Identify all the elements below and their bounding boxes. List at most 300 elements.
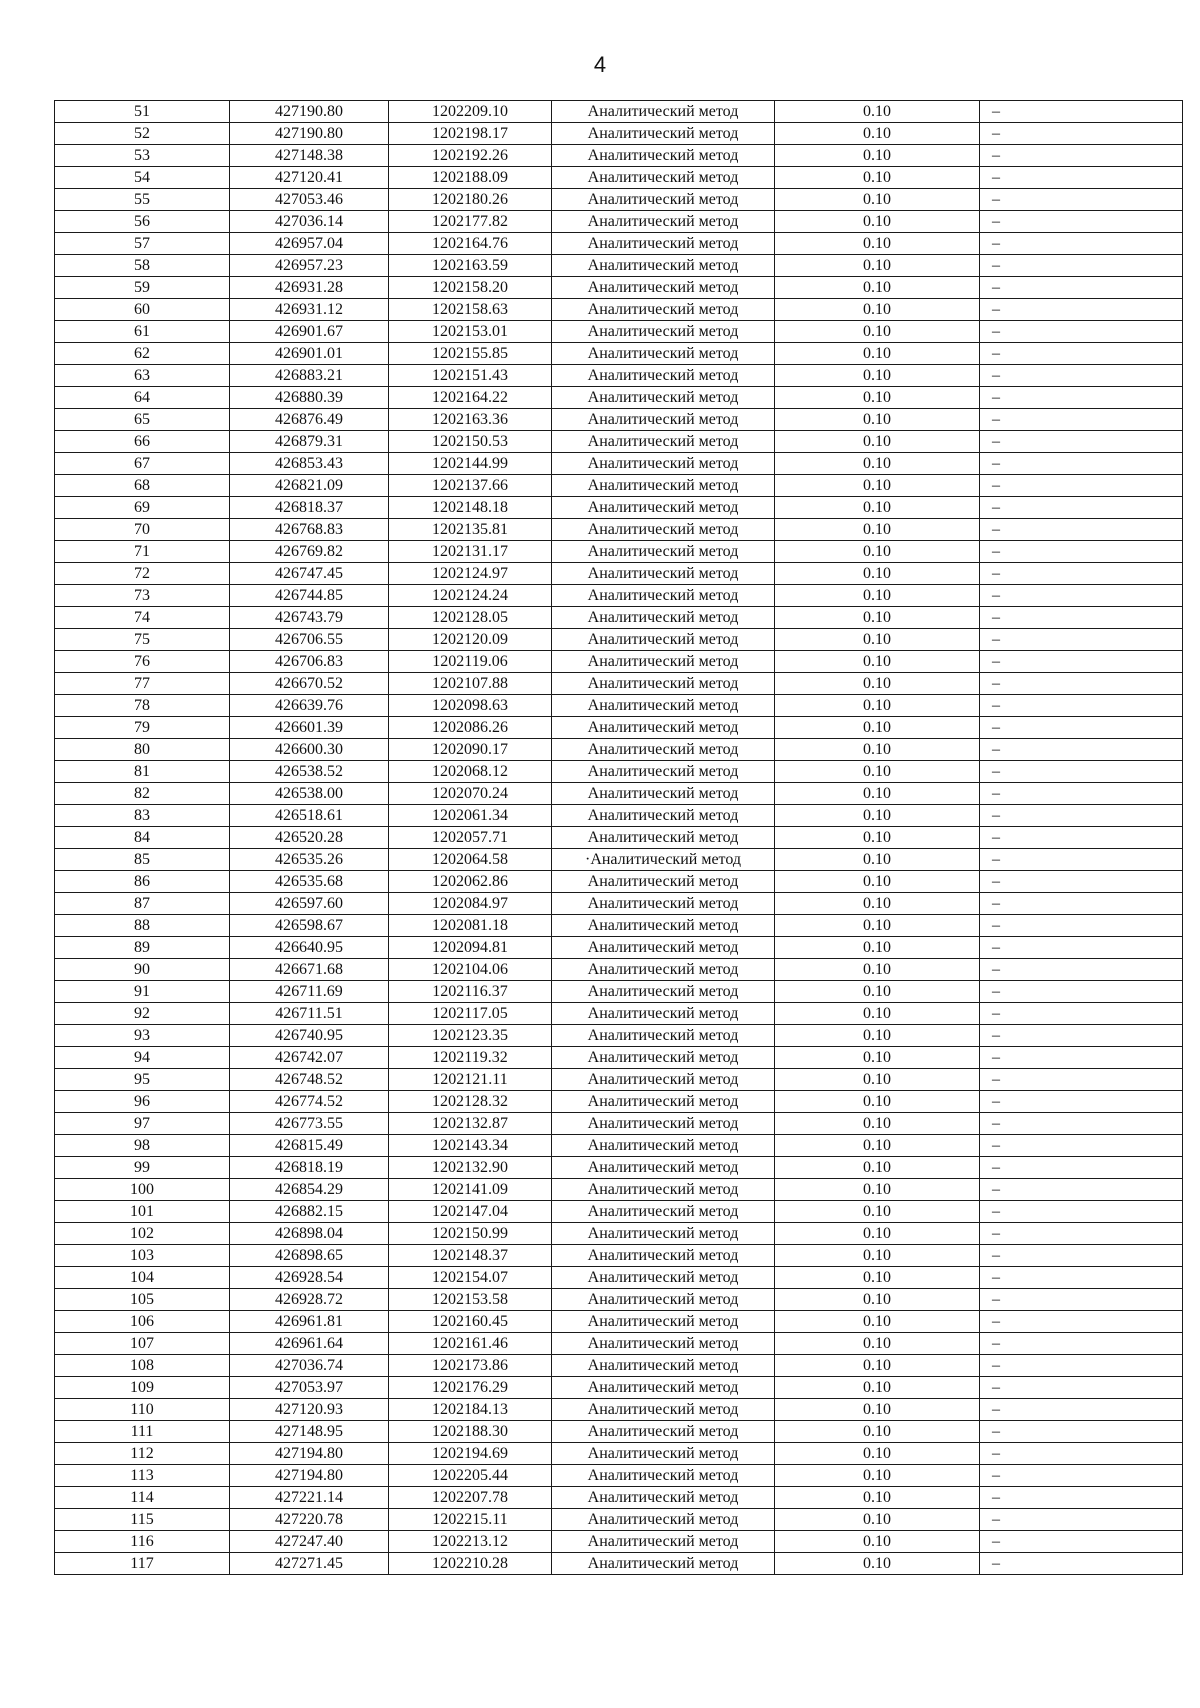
x-coordinate-cell: 426853.43: [230, 453, 389, 475]
accuracy-cell: 0.10: [775, 849, 980, 871]
y-coordinate-cell: 1202117.05: [389, 1003, 552, 1025]
y-coordinate-cell: 1202062.86: [389, 871, 552, 893]
method-cell: Аналитический метод: [552, 1311, 775, 1333]
accuracy-cell: 0.10: [775, 1069, 980, 1091]
note-cell: –: [980, 651, 1183, 673]
y-coordinate-cell: 1202150.53: [389, 431, 552, 453]
method-cell: Аналитический метод: [552, 1421, 775, 1443]
accuracy-cell: 0.10: [775, 1377, 980, 1399]
point-number-cell: 67: [55, 453, 230, 475]
point-number-cell: 95: [55, 1069, 230, 1091]
point-number-cell: 89: [55, 937, 230, 959]
y-coordinate-cell: 1202061.34: [389, 805, 552, 827]
x-coordinate-cell: 426538.52: [230, 761, 389, 783]
note-cell: –: [980, 629, 1183, 651]
y-coordinate-cell: 1202153.01: [389, 321, 552, 343]
y-coordinate-cell: 1202086.26: [389, 717, 552, 739]
x-coordinate-cell: 427148.95: [230, 1421, 389, 1443]
accuracy-cell: 0.10: [775, 277, 980, 299]
note-cell: –: [980, 1179, 1183, 1201]
table-row: [55, 805, 1183, 827]
table-row: [55, 1047, 1183, 1069]
x-coordinate-cell: 427053.97: [230, 1377, 389, 1399]
table-row: [55, 519, 1183, 541]
y-coordinate-cell: 1202151.43: [389, 365, 552, 387]
accuracy-cell: 0.10: [775, 453, 980, 475]
y-coordinate-cell: 1202070.24: [389, 783, 552, 805]
method-cell: Аналитический метод: [552, 1047, 775, 1069]
table-row: [55, 1377, 1183, 1399]
note-cell: –: [980, 101, 1183, 123]
method-cell: Аналитический метод: [552, 299, 775, 321]
point-number-cell: 111: [55, 1421, 230, 1443]
y-coordinate-cell: 1202119.32: [389, 1047, 552, 1069]
x-coordinate-cell: 426883.21: [230, 365, 389, 387]
y-coordinate-cell: 1202164.76: [389, 233, 552, 255]
table-row: [55, 299, 1183, 321]
y-coordinate-cell: 1202116.37: [389, 981, 552, 1003]
coordinates-table: [54, 100, 1183, 1575]
x-coordinate-cell: 426711.69: [230, 981, 389, 1003]
x-coordinate-cell: 427221.14: [230, 1487, 389, 1509]
table-row: [55, 1553, 1183, 1575]
note-cell: –: [980, 827, 1183, 849]
table-row: [55, 849, 1183, 871]
table-row: [55, 1333, 1183, 1355]
point-number-cell: 116: [55, 1531, 230, 1553]
x-coordinate-cell: 426640.95: [230, 937, 389, 959]
accuracy-cell: 0.10: [775, 365, 980, 387]
note-cell: –: [980, 145, 1183, 167]
note-cell: –: [980, 277, 1183, 299]
method-cell: Аналитический метод: [552, 519, 775, 541]
point-number-cell: 54: [55, 167, 230, 189]
accuracy-cell: 0.10: [775, 1399, 980, 1421]
y-coordinate-cell: 1202158.63: [389, 299, 552, 321]
table-row: [55, 541, 1183, 563]
point-number-cell: 106: [55, 1311, 230, 1333]
point-number-cell: 80: [55, 739, 230, 761]
note-cell: –: [980, 915, 1183, 937]
note-cell: –: [980, 211, 1183, 233]
y-coordinate-cell: 1202155.85: [389, 343, 552, 365]
x-coordinate-cell: 426601.39: [230, 717, 389, 739]
table-row: [55, 1443, 1183, 1465]
point-number-cell: 103: [55, 1245, 230, 1267]
point-number-cell: 96: [55, 1091, 230, 1113]
y-coordinate-cell: 1202210.28: [389, 1553, 552, 1575]
x-coordinate-cell: 426598.67: [230, 915, 389, 937]
accuracy-cell: 0.10: [775, 255, 980, 277]
point-number-cell: 55: [55, 189, 230, 211]
x-coordinate-cell: 426898.04: [230, 1223, 389, 1245]
point-number-cell: 94: [55, 1047, 230, 1069]
point-number-cell: 91: [55, 981, 230, 1003]
method-cell: Аналитический метод: [552, 1333, 775, 1355]
y-coordinate-cell: 1202141.09: [389, 1179, 552, 1201]
point-number-cell: 83: [55, 805, 230, 827]
table-row: [55, 497, 1183, 519]
accuracy-cell: 0.10: [775, 1003, 980, 1025]
method-cell: Аналитический метод: [552, 981, 775, 1003]
note-cell: –: [980, 123, 1183, 145]
accuracy-cell: 0.10: [775, 915, 980, 937]
method-cell: Аналитический метод: [552, 145, 775, 167]
x-coordinate-cell: 426818.37: [230, 497, 389, 519]
x-coordinate-cell: 427271.45: [230, 1553, 389, 1575]
note-cell: –: [980, 497, 1183, 519]
accuracy-cell: 0.10: [775, 475, 980, 497]
method-cell: Аналитический метод: [552, 1179, 775, 1201]
table-row: [55, 1465, 1183, 1487]
x-coordinate-cell: 426928.54: [230, 1267, 389, 1289]
method-cell: Аналитический метод: [552, 893, 775, 915]
method-cell: Аналитический метод: [552, 167, 775, 189]
y-coordinate-cell: 1202119.06: [389, 651, 552, 673]
method-cell: Аналитический метод: [552, 1531, 775, 1553]
note-cell: –: [980, 321, 1183, 343]
x-coordinate-cell: 426898.65: [230, 1245, 389, 1267]
method-cell: Аналитический метод: [552, 717, 775, 739]
x-coordinate-cell: 426882.15: [230, 1201, 389, 1223]
table-row: [55, 1487, 1183, 1509]
x-coordinate-cell: 427120.41: [230, 167, 389, 189]
point-number-cell: 56: [55, 211, 230, 233]
note-cell: –: [980, 365, 1183, 387]
y-coordinate-cell: 1202098.63: [389, 695, 552, 717]
y-coordinate-cell: 1202158.20: [389, 277, 552, 299]
method-cell: Аналитический метод: [552, 1245, 775, 1267]
method-cell: Аналитический метод: [552, 1465, 775, 1487]
table-row: [55, 1421, 1183, 1443]
y-coordinate-cell: 1202184.13: [389, 1399, 552, 1421]
accuracy-cell: 0.10: [775, 1025, 980, 1047]
note-cell: –: [980, 1377, 1183, 1399]
accuracy-cell: 0.10: [775, 629, 980, 651]
accuracy-cell: 0.10: [775, 937, 980, 959]
table-row: [55, 211, 1183, 233]
x-coordinate-cell: 426854.29: [230, 1179, 389, 1201]
accuracy-cell: 0.10: [775, 409, 980, 431]
x-coordinate-cell: 426768.83: [230, 519, 389, 541]
table-row: [55, 673, 1183, 695]
y-coordinate-cell: 1202084.97: [389, 893, 552, 915]
accuracy-cell: 0.10: [775, 1113, 980, 1135]
method-cell: Аналитический метод: [552, 1025, 775, 1047]
y-coordinate-cell: 1202094.81: [389, 937, 552, 959]
table-row: [55, 937, 1183, 959]
table-row: [55, 1355, 1183, 1377]
x-coordinate-cell: 426961.64: [230, 1333, 389, 1355]
note-cell: –: [980, 981, 1183, 1003]
accuracy-cell: 0.10: [775, 1311, 980, 1333]
note-cell: –: [980, 1025, 1183, 1047]
note-cell: –: [980, 1399, 1183, 1421]
note-cell: –: [980, 1003, 1183, 1025]
accuracy-cell: 0.10: [775, 211, 980, 233]
table-row: [55, 453, 1183, 475]
y-coordinate-cell: 1202198.17: [389, 123, 552, 145]
accuracy-cell: 0.10: [775, 717, 980, 739]
point-number-cell: 81: [55, 761, 230, 783]
method-cell: Аналитический метод: [552, 1201, 775, 1223]
method-cell: Аналитический метод: [552, 475, 775, 497]
y-coordinate-cell: 1202150.99: [389, 1223, 552, 1245]
x-coordinate-cell: 426818.19: [230, 1157, 389, 1179]
y-coordinate-cell: 1202163.59: [389, 255, 552, 277]
point-number-cell: 109: [55, 1377, 230, 1399]
x-coordinate-cell: 426711.51: [230, 1003, 389, 1025]
table-row: [55, 365, 1183, 387]
y-coordinate-cell: 1202164.22: [389, 387, 552, 409]
table-row: [55, 123, 1183, 145]
table-row: [55, 189, 1183, 211]
note-cell: –: [980, 167, 1183, 189]
y-coordinate-cell: 1202081.18: [389, 915, 552, 937]
accuracy-cell: 0.10: [775, 1289, 980, 1311]
note-cell: –: [980, 805, 1183, 827]
y-coordinate-cell: 1202188.30: [389, 1421, 552, 1443]
accuracy-cell: 0.10: [775, 167, 980, 189]
note-cell: –: [980, 1245, 1183, 1267]
method-cell: Аналитический метод: [552, 673, 775, 695]
table-row: [55, 981, 1183, 1003]
accuracy-cell: 0.10: [775, 123, 980, 145]
y-coordinate-cell: 1202132.87: [389, 1113, 552, 1135]
accuracy-cell: 0.10: [775, 1355, 980, 1377]
x-coordinate-cell: 427036.74: [230, 1355, 389, 1377]
x-coordinate-cell: 426670.52: [230, 673, 389, 695]
point-number-cell: 68: [55, 475, 230, 497]
method-cell: Аналитический метод: [552, 321, 775, 343]
point-number-cell: 87: [55, 893, 230, 915]
x-coordinate-cell: 426773.55: [230, 1113, 389, 1135]
accuracy-cell: 0.10: [775, 519, 980, 541]
note-cell: –: [980, 563, 1183, 585]
point-number-cell: 84: [55, 827, 230, 849]
point-number-cell: 60: [55, 299, 230, 321]
accuracy-cell: 0.10: [775, 299, 980, 321]
note-cell: –: [980, 519, 1183, 541]
point-number-cell: 78: [55, 695, 230, 717]
method-cell: Аналитический метод: [552, 1135, 775, 1157]
accuracy-cell: 0.10: [775, 959, 980, 981]
accuracy-cell: 0.10: [775, 1531, 980, 1553]
point-number-cell: 53: [55, 145, 230, 167]
y-coordinate-cell: 1202194.69: [389, 1443, 552, 1465]
note-cell: –: [980, 1047, 1183, 1069]
accuracy-cell: 0.10: [775, 189, 980, 211]
point-number-cell: 51: [55, 101, 230, 123]
method-cell: Аналитический метод: [552, 1113, 775, 1135]
method-cell: Аналитический метод: [552, 585, 775, 607]
note-cell: –: [980, 1311, 1183, 1333]
accuracy-cell: 0.10: [775, 1421, 980, 1443]
y-coordinate-cell: 1202107.88: [389, 673, 552, 695]
x-coordinate-cell: 426600.30: [230, 739, 389, 761]
accuracy-cell: 0.10: [775, 893, 980, 915]
x-coordinate-cell: 427247.40: [230, 1531, 389, 1553]
x-coordinate-cell: 427148.38: [230, 145, 389, 167]
point-number-cell: 98: [55, 1135, 230, 1157]
x-coordinate-cell: 427194.80: [230, 1443, 389, 1465]
x-coordinate-cell: 426957.23: [230, 255, 389, 277]
note-cell: –: [980, 431, 1183, 453]
method-cell: Аналитический метод: [552, 1003, 775, 1025]
x-coordinate-cell: 426961.81: [230, 1311, 389, 1333]
y-coordinate-cell: 1202215.11: [389, 1509, 552, 1531]
y-coordinate-cell: 1202154.07: [389, 1267, 552, 1289]
accuracy-cell: 0.10: [775, 1223, 980, 1245]
point-number-cell: 77: [55, 673, 230, 695]
y-coordinate-cell: 1202143.34: [389, 1135, 552, 1157]
note-cell: –: [980, 739, 1183, 761]
accuracy-cell: 0.10: [775, 651, 980, 673]
method-cell: Аналитический метод: [552, 1553, 775, 1575]
note-cell: –: [980, 475, 1183, 497]
method-cell: Аналитический метод: [552, 1377, 775, 1399]
note-cell: –: [980, 1201, 1183, 1223]
table-row: [55, 1223, 1183, 1245]
method-cell: Аналитический метод: [552, 211, 775, 233]
method-cell: Аналитический метод: [552, 783, 775, 805]
accuracy-cell: 0.10: [775, 871, 980, 893]
table-row: [55, 695, 1183, 717]
x-coordinate-cell: 426880.39: [230, 387, 389, 409]
table-row: [55, 761, 1183, 783]
note-cell: –: [980, 1553, 1183, 1575]
table-row: [55, 431, 1183, 453]
point-number-cell: 69: [55, 497, 230, 519]
accuracy-cell: 0.10: [775, 1465, 980, 1487]
point-number-cell: 79: [55, 717, 230, 739]
table-row: [55, 233, 1183, 255]
point-number-cell: 75: [55, 629, 230, 651]
y-coordinate-cell: 1202057.71: [389, 827, 552, 849]
table-row: [55, 1025, 1183, 1047]
note-cell: –: [980, 387, 1183, 409]
point-number-cell: 99: [55, 1157, 230, 1179]
method-cell: Аналитический метод: [552, 629, 775, 651]
x-coordinate-cell: 426740.95: [230, 1025, 389, 1047]
y-coordinate-cell: 1202207.78: [389, 1487, 552, 1509]
accuracy-cell: 0.10: [775, 1267, 980, 1289]
table-row: [55, 321, 1183, 343]
table-row: [55, 475, 1183, 497]
x-coordinate-cell: 426931.12: [230, 299, 389, 321]
point-number-cell: 82: [55, 783, 230, 805]
table-row: [55, 1135, 1183, 1157]
table-row: [55, 1069, 1183, 1091]
method-cell: Аналитический метод: [552, 365, 775, 387]
point-number-cell: 61: [55, 321, 230, 343]
accuracy-cell: 0.10: [775, 1245, 980, 1267]
x-coordinate-cell: 426747.45: [230, 563, 389, 585]
y-coordinate-cell: 1202104.06: [389, 959, 552, 981]
note-cell: –: [980, 299, 1183, 321]
x-coordinate-cell: 426928.72: [230, 1289, 389, 1311]
table-row: [55, 893, 1183, 915]
page-number: 4: [593, 52, 607, 77]
note-cell: –: [980, 1091, 1183, 1113]
note-cell: –: [980, 695, 1183, 717]
note-cell: –: [980, 585, 1183, 607]
method-cell: Аналитический метод: [552, 1223, 775, 1245]
y-coordinate-cell: 1202121.11: [389, 1069, 552, 1091]
x-coordinate-cell: 426901.01: [230, 343, 389, 365]
table-row: [55, 1003, 1183, 1025]
point-number-cell: 76: [55, 651, 230, 673]
accuracy-cell: 0.10: [775, 739, 980, 761]
y-coordinate-cell: 1202068.12: [389, 761, 552, 783]
note-cell: –: [980, 1355, 1183, 1377]
method-cell: Аналитический метод: [552, 189, 775, 211]
x-coordinate-cell: 426931.28: [230, 277, 389, 299]
accuracy-cell: 0.10: [775, 1443, 980, 1465]
y-coordinate-cell: 1202161.46: [389, 1333, 552, 1355]
table-row: [55, 1113, 1183, 1135]
table-row: [55, 343, 1183, 365]
note-cell: –: [980, 1289, 1183, 1311]
x-coordinate-cell: 426744.85: [230, 585, 389, 607]
table-row: [55, 1509, 1183, 1531]
method-cell: Аналитический метод: [552, 431, 775, 453]
method-cell: Аналитический метод: [552, 1487, 775, 1509]
note-cell: –: [980, 1465, 1183, 1487]
accuracy-cell: 0.10: [775, 387, 980, 409]
method-cell: Аналитический метод: [552, 1289, 775, 1311]
point-number-cell: 65: [55, 409, 230, 431]
x-coordinate-cell: 427190.80: [230, 123, 389, 145]
method-cell: Аналитический метод: [552, 915, 775, 937]
x-coordinate-cell: 426748.52: [230, 1069, 389, 1091]
note-cell: –: [980, 1421, 1183, 1443]
point-number-cell: 102: [55, 1223, 230, 1245]
accuracy-cell: 0.10: [775, 431, 980, 453]
note-cell: –: [980, 1113, 1183, 1135]
method-cell: Аналитический метод: [552, 761, 775, 783]
y-coordinate-cell: 1202137.66: [389, 475, 552, 497]
y-coordinate-cell: 1202209.10: [389, 101, 552, 123]
point-number-cell: 74: [55, 607, 230, 629]
y-coordinate-cell: 1202173.86: [389, 1355, 552, 1377]
y-coordinate-cell: 1202123.35: [389, 1025, 552, 1047]
table-row: [55, 145, 1183, 167]
method-cell: Аналитический метод: [552, 937, 775, 959]
table-row: [55, 101, 1183, 123]
x-coordinate-cell: 426639.76: [230, 695, 389, 717]
point-number-cell: 112: [55, 1443, 230, 1465]
point-number-cell: 92: [55, 1003, 230, 1025]
note-cell: –: [980, 255, 1183, 277]
table-row: [55, 585, 1183, 607]
point-number-cell: 104: [55, 1267, 230, 1289]
note-cell: –: [980, 409, 1183, 431]
point-number-cell: 113: [55, 1465, 230, 1487]
accuracy-cell: 0.10: [775, 695, 980, 717]
y-coordinate-cell: 1202135.81: [389, 519, 552, 541]
table-row: [55, 1201, 1183, 1223]
x-coordinate-cell: 426957.04: [230, 233, 389, 255]
table-row: [55, 1267, 1183, 1289]
accuracy-cell: 0.10: [775, 761, 980, 783]
method-cell: Аналитический метод: [552, 1443, 775, 1465]
point-number-cell: 110: [55, 1399, 230, 1421]
x-coordinate-cell: 426671.68: [230, 959, 389, 981]
y-coordinate-cell: 1202188.09: [389, 167, 552, 189]
x-coordinate-cell: 426535.68: [230, 871, 389, 893]
note-cell: –: [980, 343, 1183, 365]
